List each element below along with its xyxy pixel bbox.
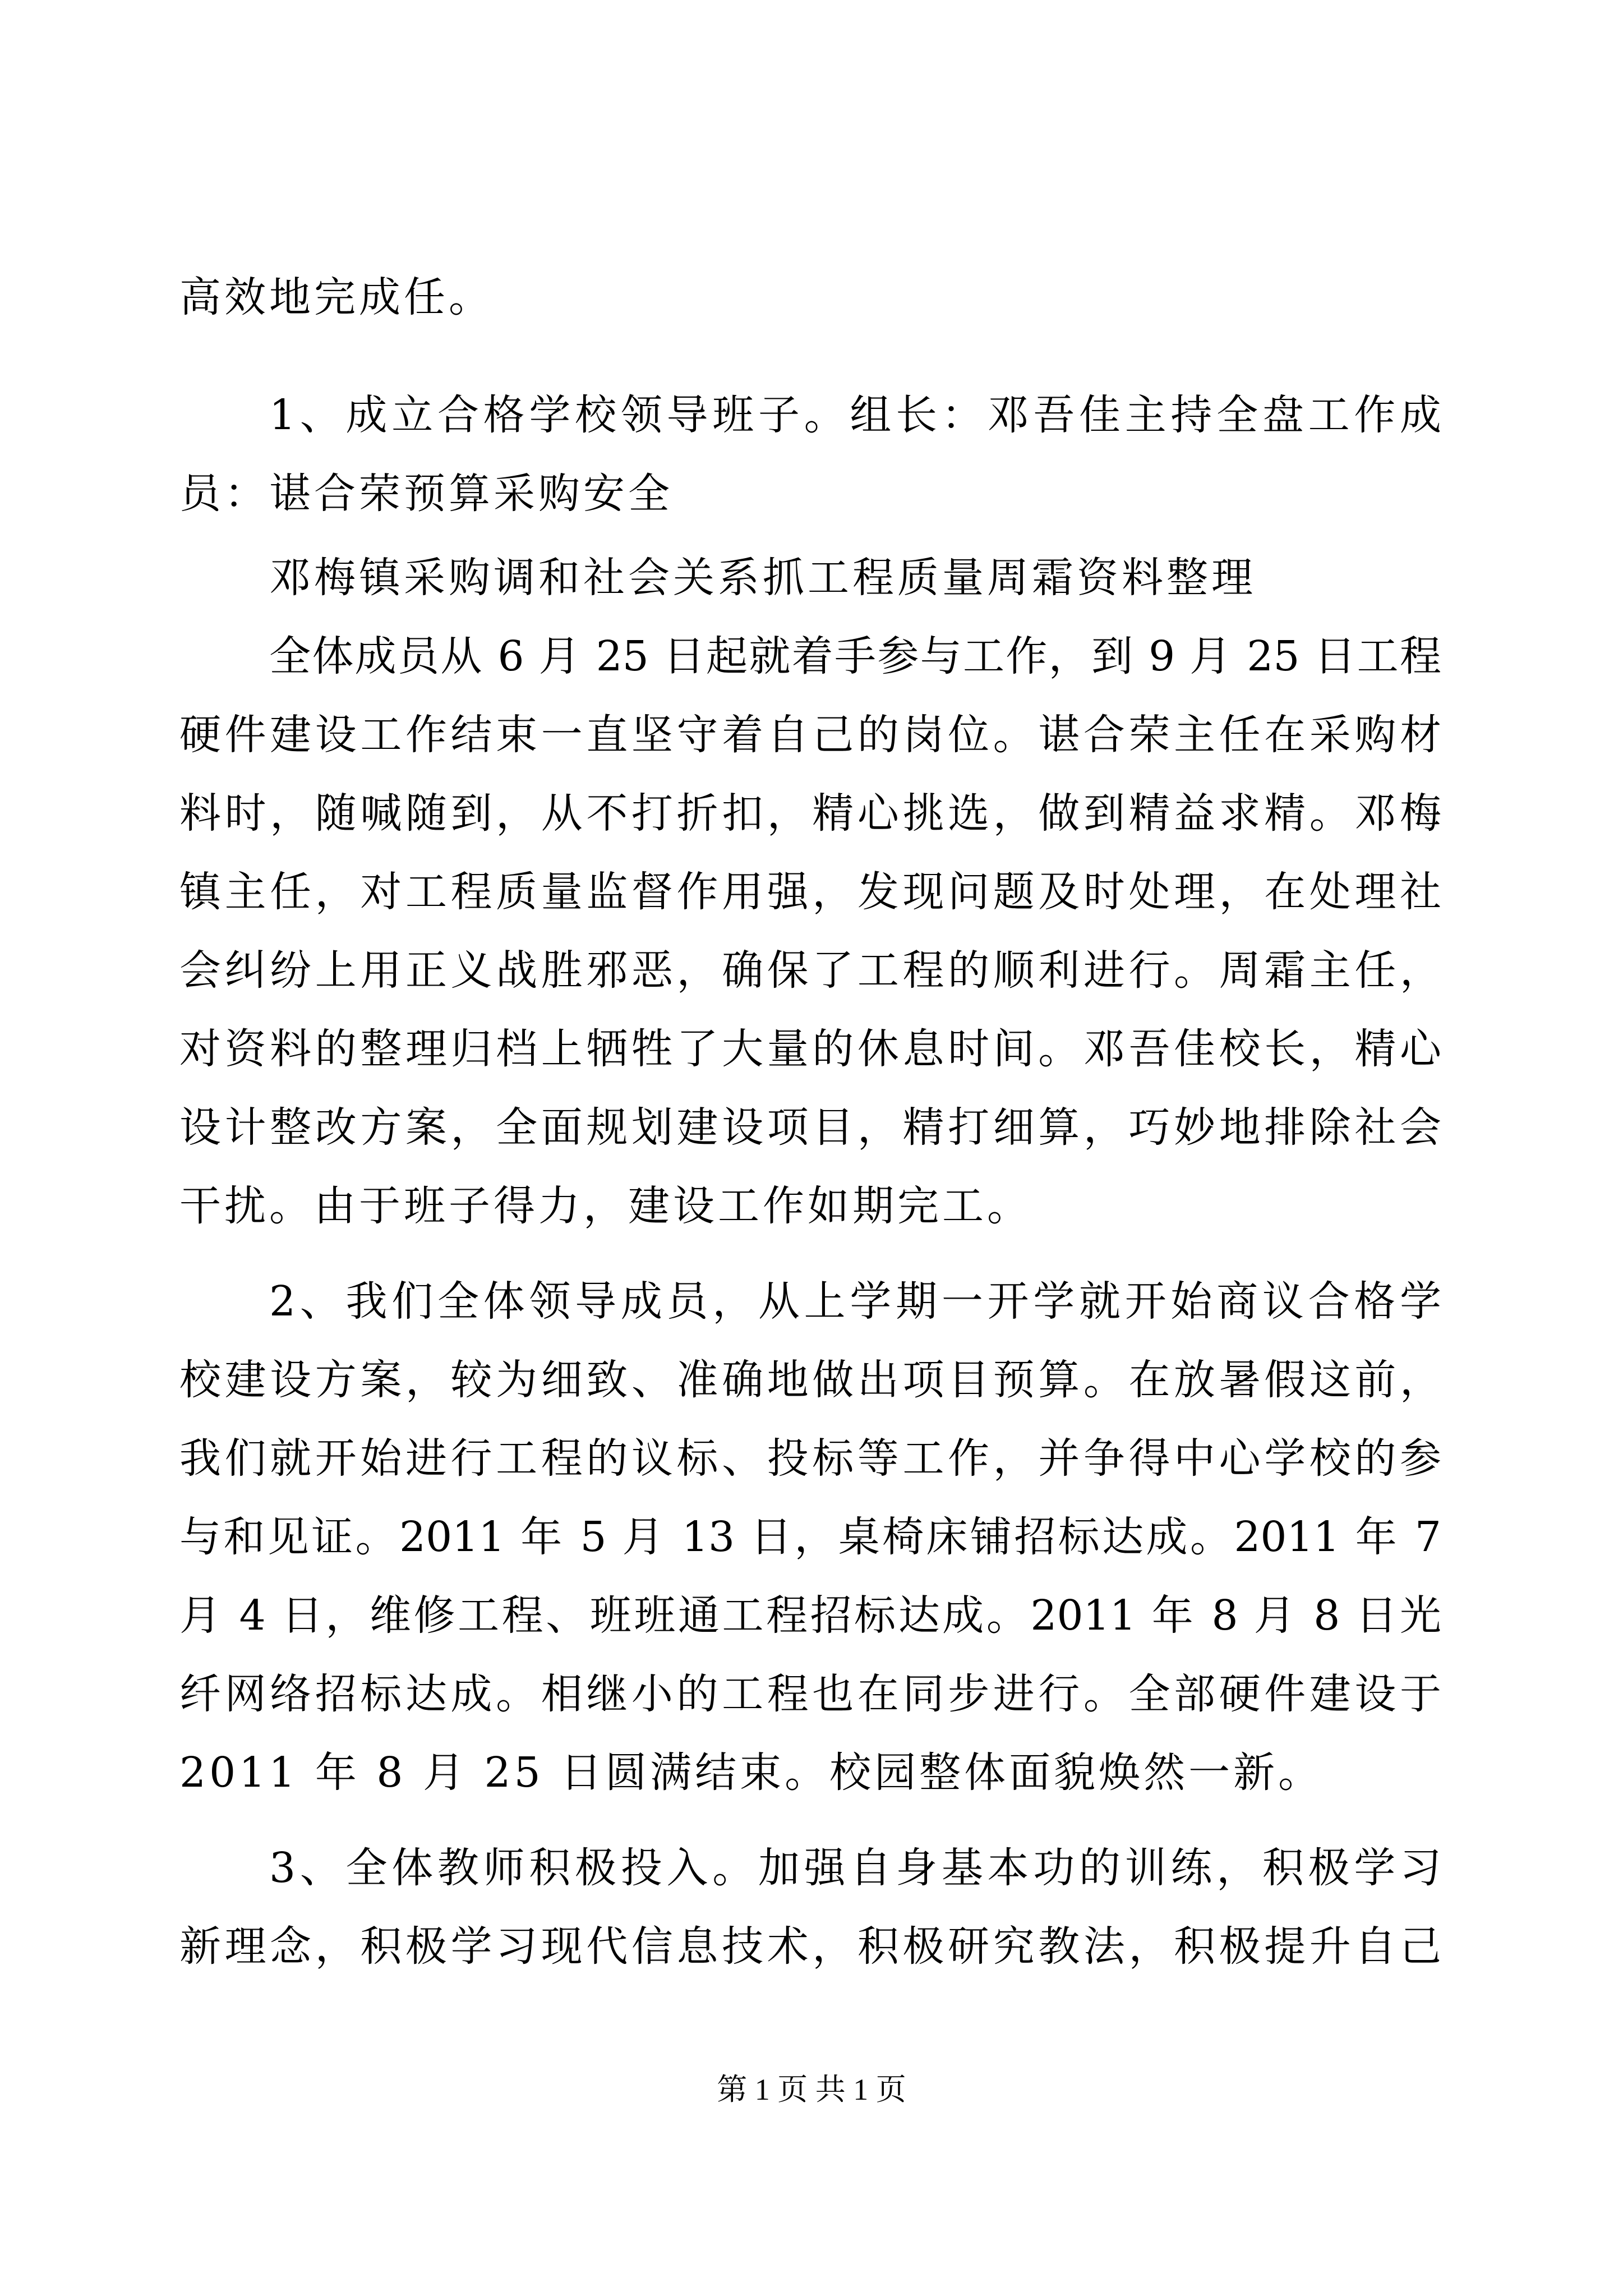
text-line: 高效地完成任。 bbox=[179, 273, 494, 321]
text-line: 全体成员从 6 月 25 日起就着手参与工作，到 9 月 25 日工程 bbox=[269, 632, 1441, 680]
text-line: 与和见证。2011 年 5 月 13 日，桌椅床铺招标达成。2011 年 7 bbox=[179, 1513, 1441, 1561]
text-line: 纤网络招标达成。相继小的工程也在同步进行。全部硬件建设于 bbox=[179, 1670, 1441, 1718]
text-line: 设计整改方案，全面规划建设项目，精打细算，巧妙地排除社会 bbox=[179, 1103, 1441, 1152]
text-line: 新理念，积极学习现代信息技术，积极研究教法，积极提升自己 bbox=[179, 1922, 1441, 1971]
text-line: 员：谌合荣预算采购安全 bbox=[179, 470, 673, 518]
text-line: 邓梅镇采购调和社会关系抓工程质量周霜资料整理 bbox=[269, 554, 1256, 602]
text-line: 校建设方案，较为细致、准确地做出项目预算。在放暑假这前， bbox=[179, 1356, 1441, 1404]
text-line: 我们就开始进行工程的议标、投标等工作，并争得中心学校的参 bbox=[179, 1434, 1441, 1483]
text-line: 对资料的整理归档上牺牲了大量的休息时间。邓吾佳校长，精心 bbox=[179, 1025, 1441, 1073]
page-number-footer: 第 1 页 共 1 页 bbox=[717, 2073, 906, 2106]
text-line: 月 4 日，维修工程、班班通工程招标达成。2011 年 8 月 8 日光 bbox=[179, 1591, 1441, 1640]
text-line: 2011 年 8 月 25 日圆满结束。校园整体面貌焕然一新。 bbox=[179, 1749, 1324, 1797]
text-line: 1、成立合格学校领导班子。组长：邓吾佳主持全盘工作成 bbox=[269, 391, 1441, 439]
text-line: 3、全体教师积极投入。加强自身基本功的训练，积极学习 bbox=[269, 1844, 1441, 1892]
text-line: 硬件建设工作结束一直坚守着自己的岗位。谌合荣主任在采购材 bbox=[179, 711, 1441, 759]
text-line: 料时，随喊随到，从不打折扣，精心挑选，做到精益求精。邓梅 bbox=[179, 789, 1441, 838]
text-line: 2、我们全体领导成员，从上学期一开学就开始商议合格学 bbox=[269, 1277, 1441, 1326]
text-line: 镇主任，对工程质量监督作用强，发现问题及时处理，在处理社 bbox=[179, 868, 1441, 916]
text-line: 干扰。由于班子得力，建设工作如期完工。 bbox=[179, 1182, 1032, 1230]
text-line: 会纠纷上用正义战胜邪恶，确保了工程的顺利进行。周霜主任， bbox=[179, 946, 1441, 995]
